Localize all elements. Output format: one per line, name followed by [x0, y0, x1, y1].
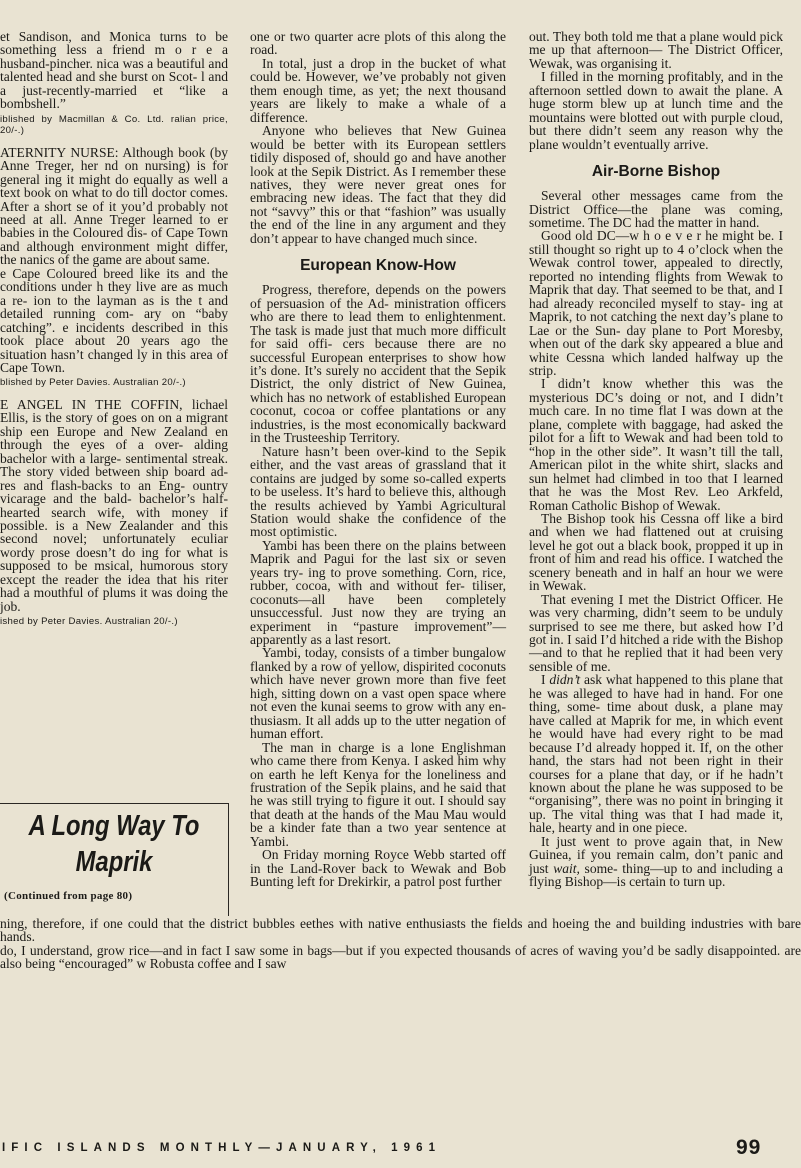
article-paragraph [529, 835, 783, 889]
review-paragraph: et Sandison, and Monica turns to be something less a friend m o r e a husband-pincher. nica was a beautiful and talented head and she burst on Scot- l and a just-recently-married et “like a bombshell.” [0, 29, 228, 112]
running-footer: IFIC ISLANDS MONTHLY—JANUARY, 1961 [2, 1142, 442, 1154]
review-paragraph: ATERNITY NURSE: Although book (by Anne Treger, her nd on nursing) is for general ing it might do equally as well a text book on what to do till doctor comes. After a short se of it you’d probably not need at all. Anne Treger learned to er babies in the Coloured dis- of Cape Town and although environment might differ, the nanics of the game are about same. [0, 144, 228, 268]
emphasis: didn’t [549, 672, 581, 688]
page-footer [0, 1136, 801, 1159]
text-run: I [541, 672, 550, 688]
article-paragraph: Yambi, today, consists of a timber bungalow flanked by a row of yellow, dispirited coconuts which have never grown more than five feet high, sitting down on a vast open space where not even the kunai seems to grow with any en- thusiasm. It all adds up to the utter negation of human effort. [250, 645, 506, 742]
article-paragraph: one or two quarter acre plots of this along the road. [250, 29, 506, 58]
article-paragraph: On Friday morning Royce Webb started off in the Land-Rover back to Wewak and Bob Bunting left for Drekirkir, a patrol post further [250, 847, 506, 890]
column-middle [250, 30, 506, 889]
column-left-continued [0, 917, 801, 971]
text-run: some- thing—up to and including a flying Bishop—is certain to turn up. [529, 860, 783, 890]
article-paragraph: Nature hasn’t been over-kind to the Sepik either, and the vast areas of grassland that it contains are judged by some so-called experts to be useless. It’s hard to believe this, although the results achieved by Yambi Agricultural Station would shake the confidence of the most optimistic. [250, 443, 506, 540]
article-paragraph: Progress, therefore, depends on the powers of persuasion of the Ad- ministration officers who are there to lead them to enlightenment. The task is made just that much more difficult for said offi- cers because there are no successful European enterprises to show how it’s done. It’s surely no accident that the Sepik District, the only district of New Guinea, which has no network of established European coconut, cocoa or coffee plantations or any industries, is the most economically backward in the Trusteeship Territory. [250, 282, 506, 446]
article-paragraph: The Bishop took his Cessna off like a bird and when we had flattened out at cruising level he got out a black book, propped it up in front of him and read his office. I watched the scenery beneath and in half an hour we were in Wewak. [529, 510, 783, 594]
review-paragraph: e Cape Coloured breed like its and the conditions under h they live are as much a re- ion to the layman as is the t and detailed running com- ary on “baby catching”. e incidents described in this took place about 20 years ago the situation hasn’t changed ly in this area of Cape Town. [0, 265, 228, 375]
article-paragraph: I filled in the morning profitably, and in the afternoon settled down to await the plane. A huge storm blew up at lunch time and the mountains were blotted out with purple cloud, but there didn’t seem any reason why the plane wouldn’t eventually arrive. [529, 69, 783, 152]
text-run: ask what happened to this plane that he was alleged to have had in hand. For one thing, some- time about dusk, a plane may have called at Maprik for me, in which event he would have had every right to be mad because I’d already hopped it. If, on the other hand, the stars had not been right in their courses for a plane that day, or if he hadn’t known about the plane he was supposed to be “organising”, there was no point in bringing it up. The vital thing was that I had made it, hale, hearty and in one piece. [529, 672, 784, 836]
article-paragraph: Several other messages came from the District Office—the plane was coming, sometime. The DC had the matter in hand. [529, 188, 783, 230]
continued-note: (Continued from page 80) [4, 890, 133, 902]
article-paragraph: I didn’t know whether this was the mysterious DC’s doing or not, and I didn’t much care. In no time flat I was down at the plane, complete with baggage, had asked the pilot for a lift to Wewak and had been told to “hop in the other side”. It wasn’t till the tall, American pilot in the white shirt, slacks and sun helmet had climbed in too that I learned that he was the Most Rev. Leo Arkfeld, Roman Catholic Bishop of Wewak. [529, 376, 783, 513]
text-run: It just went to prove again that, in New Guinea, if you remain calm, don’t panic and just [529, 833, 783, 876]
publisher-note: iblished by Macmillan & Co. Ltd. ralian price, 20/-.) [0, 113, 228, 137]
column-left [0, 30, 228, 628]
article-paragraph: ning, therefore, if one could that the district bubbles eethes with native enthusiasts the fields and hoeing the and building industries with bare hands. [0, 916, 801, 945]
section-heading: European Know-How [300, 257, 456, 275]
publisher-note: blished by Peter Davies. Australian 20/-.) [0, 377, 186, 389]
article-paragraph: out. They both told me that a plane would pick me up that afternoon— The District Officer, Wewak, was organising it. [529, 29, 783, 71]
article-paragraph: Good old DC—w h o e v e r he might be. I still thought so right up to 4 o’clock when the Wewak control tower, appealed to directly, reported no intending flights from Wewak to Maprik that day. That seemed to be that, and I had already reconciled myself to stay- ing at Maprik, to not catching the next day’s plane to Lae or the Sun- day plane to Port Moresby, when out of the dark sky appeared a blue and white Cessna which landed halfway up the strip. [529, 228, 783, 378]
article-paragraph: Yambi has been there on the plains between Maprik and Pagui for the last six or seven years try- ing to prove something. Corn, rice, rubber, cocoa, with and without fer- tiliser, coconuts—all have been completely unsuccessful. Just now they are trying an experiment in “pasture improvement”—apparently as a last resort. [250, 537, 506, 648]
article-paragraph: In total, just a drop in the bucket of what could be. However, we’ve probably not given them enough time, as yet; the next thousand years are likely to make a whale of a difference. [250, 55, 506, 125]
article-paragraph: Anyone who believes that New Guinea would be better with its European settlers tidily disposed of, should go and have another look at the Sepik District. As I remember these natives, they were never great ones for embracing new ideas. The fact that they did not “savvy” this or that “fashion” was usually the end of the line in any argument and they don’t appear to have changed much since. [250, 123, 506, 246]
article-paragraph [529, 673, 783, 834]
article-paragraph: do, I understand, grow rice—and in fact I saw some in bags—but if you expected thousands of acres of waving you’d be sadly disappointed. are also being “encouraged” w Robusta coffee and I saw [0, 942, 801, 972]
column-right [529, 30, 783, 889]
article-paragraph: The man in charge is a lone Englishman who came there from Kenya. I asked him why on earth he left Kenya for the loneliness and frustration of the Sepik plains, and he said that he was still trying to figure it out. I should say that death at the hands of the Mau Mau would be a kinder fate than a two year sentence at Yambi. [250, 739, 506, 849]
article-paragraph: That evening I met the District Officer. He was very charming, didn’t seem to be unduly surprised to see me there, but asked how I’d got in. I said I’d hitched a ride with the Bishop—and to that he replied that it had been very sensible of me. [529, 591, 783, 674]
page-number: 99 [736, 1136, 762, 1159]
article-title-line-1: A Long Way To [28, 810, 200, 842]
emphasis: wait, [553, 860, 580, 876]
section-heading: Air-Borne Bishop [591, 163, 721, 181]
publisher-note: ished by Peter Davies. Australian 20/-.) [0, 616, 178, 628]
review-paragraph: E ANGEL IN THE COFFIN, lichael Ellis, is the story of goes on on a migrant ship een Europe and New Zealand en through the eyes of a over- alding bachelor with a large- sentimental streak. The story vided between ship board ad- res and flash-backs to an Eng- ountry vicarage and the bald- bachelor’s half-hearted search wife, with money if possible. is a New Zealander and this second novel; unfortunately eculiar wordy prose doesn’t do ing for what is supposed to be msical, humorous story except the reader the idea that his riter had a mouthful of plums it was doing the job. [0, 396, 228, 614]
article-title-line-2: Maprik [75, 846, 153, 878]
